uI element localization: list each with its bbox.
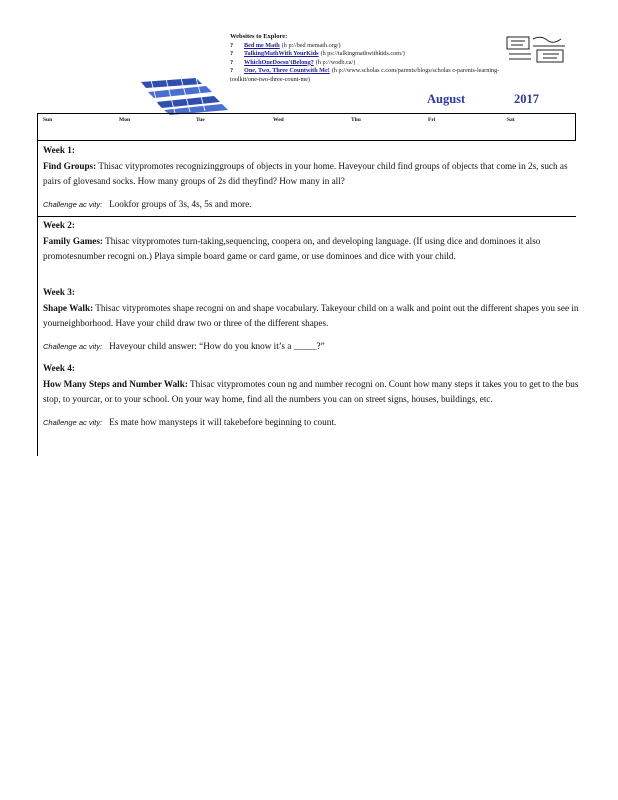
year-label: 2017 <box>514 92 539 106</box>
weekday-header <box>37 113 576 141</box>
websites-title: Websites to Explore: <box>230 33 288 40</box>
week-label: Week 4: <box>43 363 75 373</box>
website-link-wodb[interactable]: WhichOneDoesn'tBelong? <box>244 58 314 66</box>
month-label: August <box>427 92 466 106</box>
activity-text: Thisac vitypromotes recognizinggroups of objects in your home. Haveyour child find groups of objects that come in 2s, such as pairs of glovesand socks. How many groups of 2s did theyfind? How many in all? <box>43 160 568 187</box>
website-item[interactable] <box>230 67 570 76</box>
challenge-label: Challenge ac vity: <box>43 200 103 210</box>
activity-title: Family Games: <box>43 235 103 246</box>
divider <box>37 216 576 217</box>
challenge-text: Lookfor groups of 3s, 4s, 5s and more. <box>109 199 252 210</box>
left-border <box>37 141 38 456</box>
activity-title: Shape Walk: <box>43 302 94 313</box>
challenge-text: Es mate how manysteps it will takebefore beginning to count. <box>109 417 337 428</box>
activity-text: Thisac vitypromotes coun ng and number recogni on. Count how many steps it takes you to get to the bus stop, to yourcar, or to your school. On your way home, find all the numbers you can on street signs, houses, buildings, etc. <box>43 378 579 405</box>
website-link-talking-math[interactable]: TalkingMathWith YourKids <box>244 50 319 58</box>
week-1-section <box>43 143 583 213</box>
week-activity <box>43 301 583 332</box>
activity-text: Thisac vitypromotes shape recogni on and shape vocabulary. Takeyour child on a walk and point out the different shapes you see in yourneighborhood. Have your child draw two or three of the different shapes. <box>43 302 579 329</box>
day-mon: Mon <box>119 117 130 123</box>
challenge-label: Challenge ac vity: <box>43 342 103 352</box>
activity-title: How Many Steps and Number Walk: <box>43 378 188 389</box>
website-url-continued: toolkit/one-two-three-count-me) <box>230 75 311 83</box>
day-tue: Tue <box>196 117 205 123</box>
sketch-logo-icon <box>503 34 573 66</box>
website-url: (h p://www.scholas c.com/parents/blogs/scholas c-parents-learning- <box>331 67 500 75</box>
challenge-row <box>43 197 583 213</box>
challenge-row <box>43 415 583 431</box>
week-4-section <box>43 361 583 431</box>
bullet-icon: ? <box>230 58 234 66</box>
website-url: (h p://bed memath.org/) <box>281 41 341 49</box>
bullet-icon: ? <box>230 67 234 75</box>
challenge-row <box>43 339 583 355</box>
website-link-bedtime-math[interactable]: Bed me Math <box>244 41 280 49</box>
week-label: Week 2: <box>43 220 75 230</box>
week-label: Week 3: <box>43 287 75 297</box>
bullet-icon: ? <box>230 41 234 49</box>
activity-text: Thisac vitypromotes turn-taking,sequencing, coopera on, and developing language. (If using dice and dominoes it also promotesnumber recogni on.) Playa simple board game or card game, or use dominoes and dice with your child. <box>43 235 541 262</box>
day-fri: Fri <box>428 117 436 123</box>
week-activity <box>43 159 583 190</box>
week-activity <box>43 377 583 408</box>
challenge-text: Haveyour child answer: “How do you know it’s a _____?” <box>109 341 325 352</box>
day-sun: Sun <box>43 117 53 123</box>
challenge-label: Challenge ac vity: <box>43 418 103 428</box>
activity-title: Find Groups: <box>43 160 97 171</box>
week-2-section <box>43 218 583 265</box>
website-url: (h p://wodb.ca/) <box>315 58 356 66</box>
week-3-section <box>43 285 583 355</box>
week-activity <box>43 234 583 265</box>
bullet-icon: ? <box>230 50 234 58</box>
grid-logo-icon <box>136 76 231 116</box>
week-label: Week 1: <box>43 145 75 155</box>
website-url: (h ps://talkingmathwithkids.com/) <box>320 50 405 58</box>
day-sat: Sat <box>507 117 515 123</box>
day-wed: Wed <box>273 117 284 123</box>
day-thu: Thu <box>351 117 361 123</box>
website-link-one-two-three[interactable]: One, Two, Three Countwith Me! <box>244 67 330 75</box>
